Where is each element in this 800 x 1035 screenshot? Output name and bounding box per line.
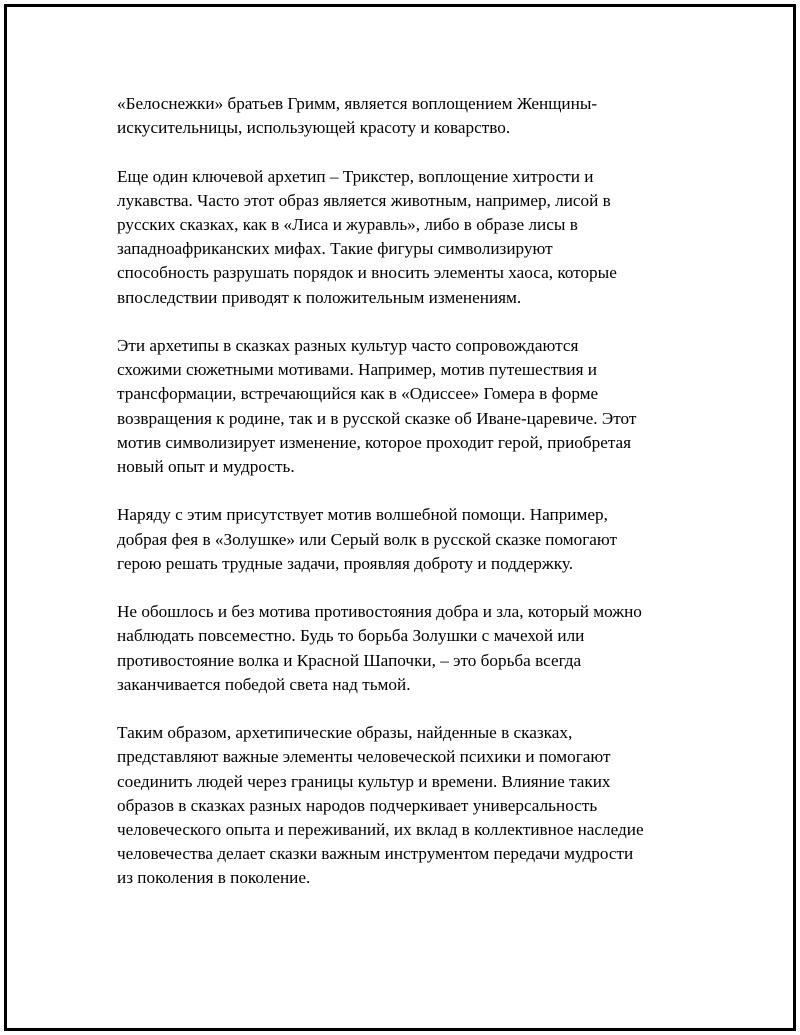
paragraph-trickster: [117, 165, 677, 310]
paragraph-good-vs-evil: [117, 600, 677, 697]
text-line: схожими сюжетными мотивами. Например, мотив путешествия и: [117, 360, 597, 380]
text-line: русских сказках, как в «Лиса и журавль», либо в образе лисы в: [117, 215, 578, 234]
text-line: герою решать трудные задачи, проявляя доброту и поддержку.: [117, 553, 574, 573]
text-line: Эти архетипы в сказках разных культур часто сопровождаются: [117, 336, 579, 355]
text-line: человечества делает сказки важным инструментом передачи мудрости: [117, 844, 634, 864]
text-line: представляют важные элементы человеческой психики и помогают: [117, 747, 611, 767]
text-line: впоследствии приводят к положительным изменениям.: [117, 287, 522, 307]
text-line: искусительницы, использующей красоту и коварство.: [117, 118, 511, 138]
text-line: Еще один ключевой архетип – Трикстер, воплощение хитрости и: [117, 166, 594, 186]
text-line: «Белоснежки» братьев Гримм, является воплощением Женщины-: [117, 94, 598, 113]
paragraph-journey-motif: [117, 334, 677, 479]
text-line: мотив символизирует изменение, которое проходит герой, приобретая: [117, 432, 632, 452]
text-line: соединить людей через границы культур и времени. Влияние таких: [117, 771, 611, 791]
text-line: заканчивается победой света над тьмой.: [117, 674, 411, 694]
document-body: [117, 92, 677, 915]
text-line: западноафриканских мифах. Такие фигуры символизируют: [117, 239, 553, 259]
text-line: образов в сказках разных народов подчеркивает универсальность: [117, 795, 598, 815]
text-line: из поколения в поколение.: [117, 868, 311, 888]
text-line: наблюдать повсеместно. Будь то борьба Золушки с мачехой или: [117, 626, 585, 646]
text-line: Таким образом, архетипические образы, найденные в сказках,: [117, 723, 573, 743]
text-line: возвращения к родине, так и в русской сказке об Иване-царевиче. Этот: [117, 408, 637, 428]
text-line: добрая фея в «Золушке» или Серый волк в русской сказке помогают: [117, 529, 618, 549]
paragraph-snow-white: [117, 92, 677, 140]
text-line: новый опыт и мудрость.: [117, 457, 295, 477]
text-line: трансформации, встречающийся как в «Одиссее» Гомера в форме: [117, 384, 599, 404]
paragraph-magic-help: [117, 503, 677, 576]
text-line: противостояние волка и Красной Шапочки, – это борьба всегда: [117, 650, 582, 670]
text-line: человеческого опыта и переживаний, их вклад в коллективное наследие: [117, 820, 644, 840]
paragraph-conclusion: [117, 721, 677, 890]
text-line: способность разрушать порядок и вносить элементы хаоса, которые: [117, 263, 617, 283]
text-line: Наряду с этим присутствует мотив волшебной помощи. Например,: [117, 505, 608, 525]
text-line: лукавства. Часто этот образ является животным, например, лисой в: [117, 190, 611, 210]
text-line: Не обошлось и без мотива противостояния добра и зла, который можно: [117, 602, 642, 622]
